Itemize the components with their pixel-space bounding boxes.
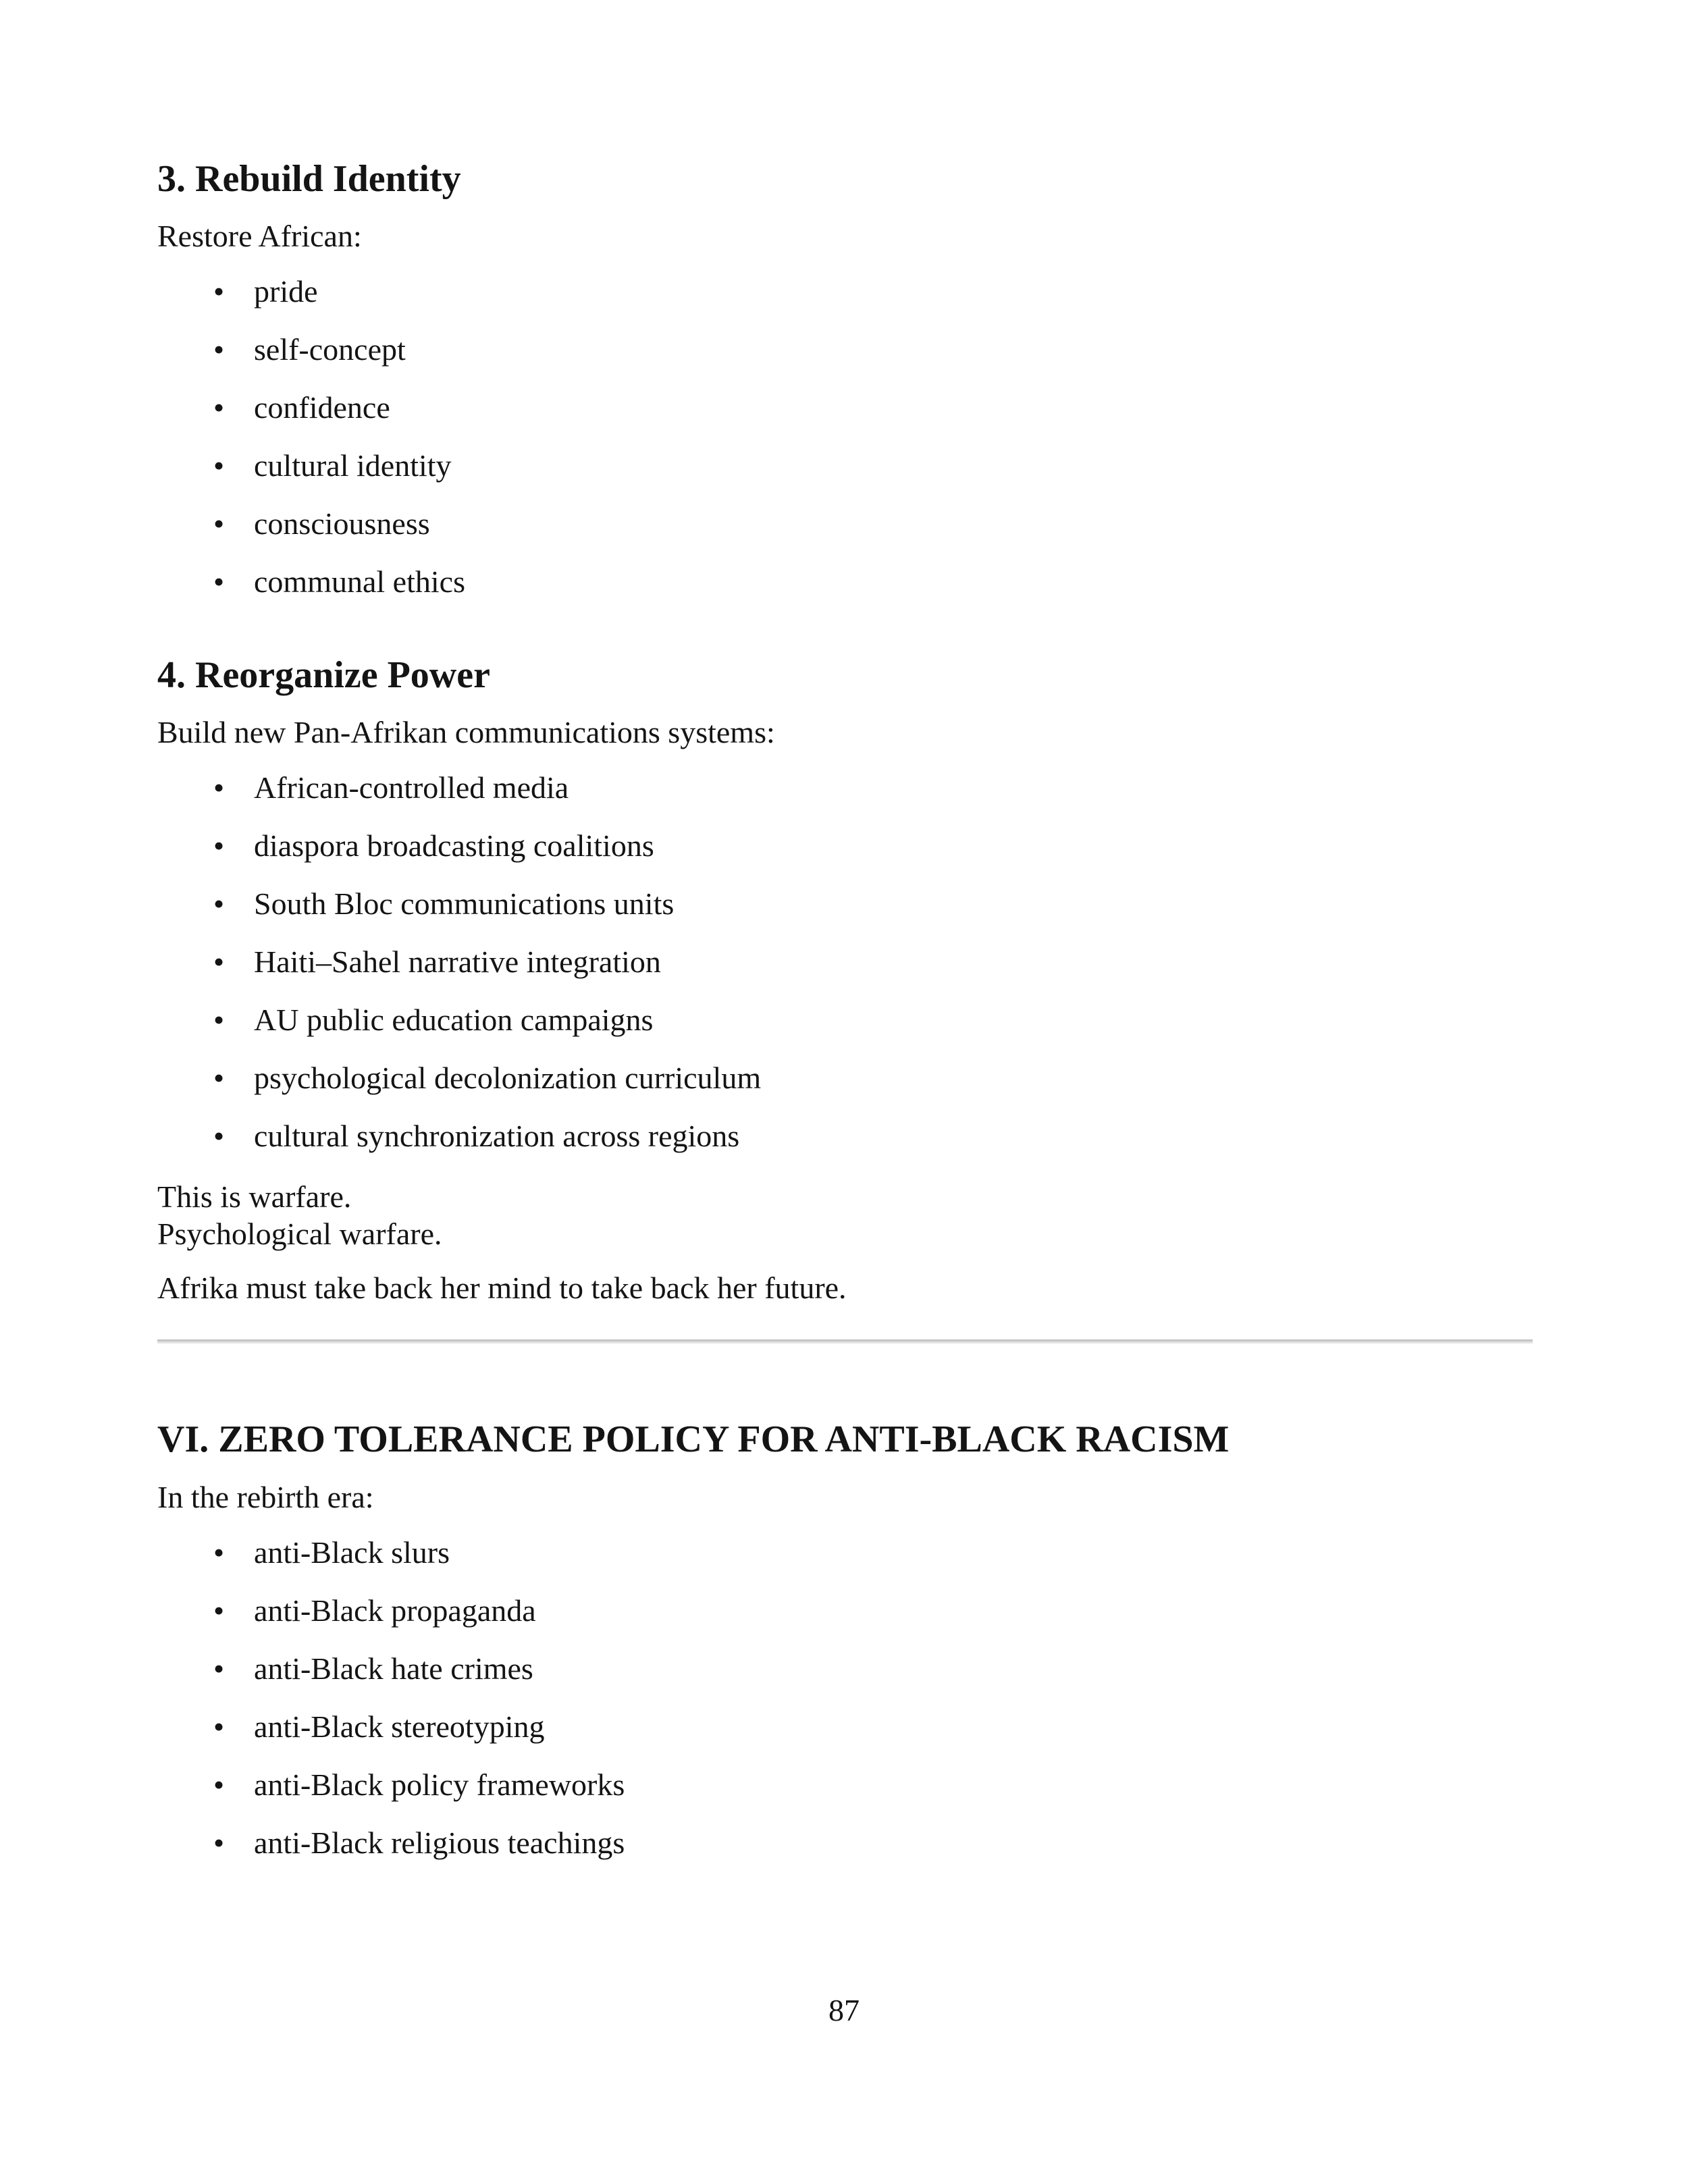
closing-line: Afrika must take back her mind to take back her future.	[157, 1271, 847, 1305]
bullet-icon: •	[213, 1593, 225, 1628]
bullet-icon: •	[213, 1119, 225, 1153]
bullet-icon: •	[213, 1535, 225, 1570]
bullet-icon: •	[213, 886, 225, 921]
bullet-icon: •	[213, 332, 225, 367]
closing-line: This is warfare.	[157, 1179, 352, 1214]
bullet-icon: •	[213, 1003, 225, 1037]
section-intro: In the rebirth era:	[157, 1480, 374, 1514]
section-heading-reorganize-power: 4. Reorganize Power	[157, 654, 490, 696]
section-intro: Build new Pan-Afrikan communications systems:	[157, 715, 775, 749]
bullet-icon: •	[213, 1826, 225, 1860]
bullet-icon: •	[213, 1767, 225, 1802]
bullet-icon: •	[213, 448, 225, 483]
section-heading-zero-tolerance: VI. ZERO TOLERANCE POLICY FOR ANTI-BLACK RACISM	[157, 1418, 1230, 1460]
bullet-icon: •	[213, 1709, 225, 1744]
section-heading-rebuild-identity: 3. Rebuild Identity	[157, 158, 461, 200]
bullet-icon: •	[213, 274, 225, 309]
bullet-icon: •	[213, 1651, 225, 1686]
bullet-icon: •	[213, 944, 225, 979]
bullet-icon: •	[213, 506, 225, 541]
bullet-icon: •	[213, 1061, 225, 1095]
bullet-icon: •	[213, 770, 225, 805]
page-number: 87	[828, 1993, 860, 2027]
closing-line: Psychological warfare.	[157, 1217, 442, 1251]
bullet-icon: •	[213, 828, 225, 863]
document-page: 3. Rebuild Identity Restore African: • pride • self-concept • confidence • cultural identity • consciousness • communal ethics 4. Reorganize Power Build new Pan-Afrikan communications systems: • African-controlled media • diaspora broadcasting coalitions • South Bloc communications units • Haiti–Sahel narrative integration • AU public education campaigns • psychological decolonization curriculum • cultural synchronization across regions This is warfare. Psychological warfare. Afrika must take back her mind to take back her future. VI. ZERO TOLERANCE POLICY FOR ANTI-BLACK RACISM In the rebirth era: • anti-Black slurs • anti-Black propaganda • anti-Black hate crimes • anti-Black stereotyping • anti-Black policy frameworks • anti-Black religious teachings 87	[0, 0, 1688, 2184]
bullet-icon: •	[213, 390, 225, 425]
bullet-icon: •	[213, 564, 225, 599]
horizontal-divider	[157, 1339, 1533, 1343]
section-intro: Restore African:	[157, 219, 362, 253]
